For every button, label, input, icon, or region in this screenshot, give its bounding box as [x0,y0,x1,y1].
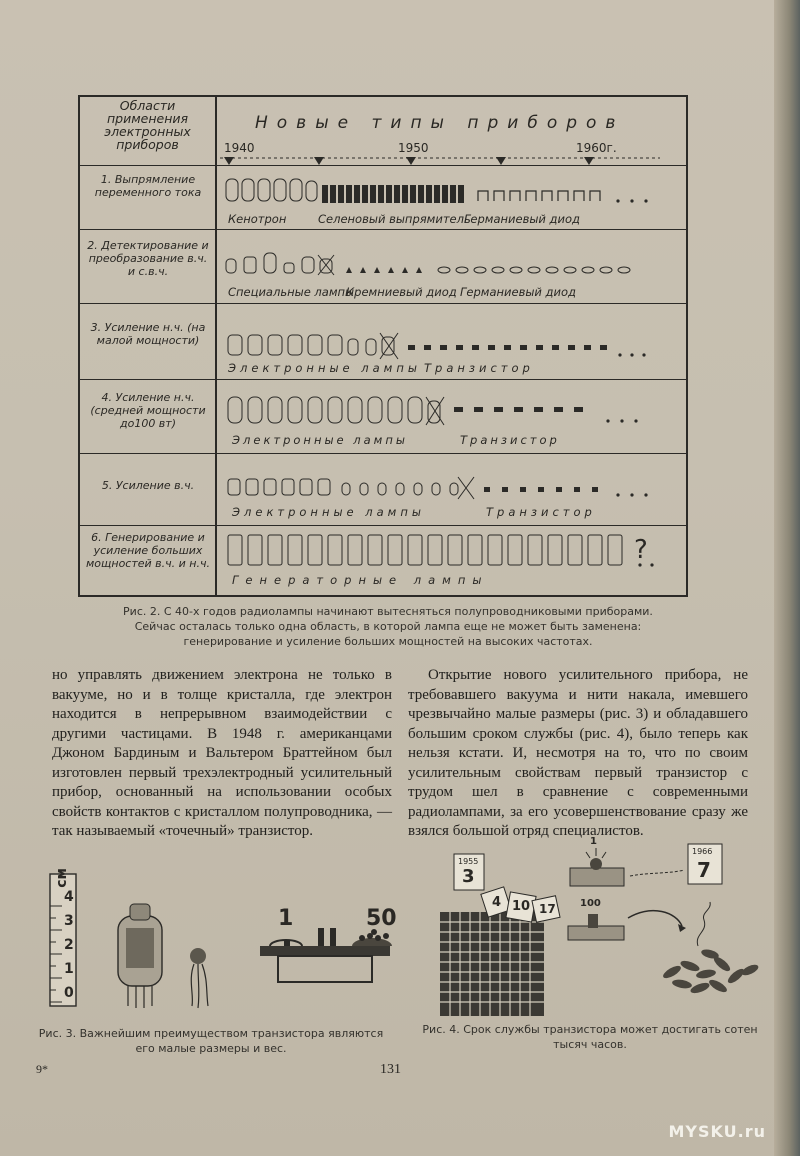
label-germanium-diode: Германиевый диод [464,212,580,226]
watermark: MYSKU.ru [668,1122,766,1141]
year-1950: 1950 [398,141,429,155]
row-category: 6. Генерирование и усиление больших мощностей в.ч. и н.ч. [86,531,210,570]
ruler-unit: см [54,868,70,888]
row-devices [222,393,682,433]
card-10: 10 [512,899,531,914]
signature-mark: 9* [36,1062,48,1076]
figure-3-caption: Рис. 3. Важнейшим преимуществом транзистора являются его малые размеры и вес. [38,1027,384,1055]
row-category: 4. Усиление н.ч. (средней мощности до100 вт) [90,391,206,430]
figure-3-illustration [48,864,418,1012]
figure-4-illustration [432,842,772,1022]
column-header-types: Новые типы приборов [255,113,625,133]
row-category: 1. Выпрямление переменного тока [94,173,202,199]
ruler-mark-4: 4 [64,889,74,905]
row-devices [222,467,682,507]
label-special-lamps: Специальные лампы [228,285,355,299]
scale-weight-right: 50 [366,906,397,931]
label-silicon-diode: Кремниевый диод [346,285,457,299]
row-devices [222,243,682,283]
label-transistor: Транзистор [424,361,534,375]
label-electron-lamps: Электронные лампы [232,433,408,447]
table-header [80,97,686,166]
scale-weight-left: 1 [278,906,294,931]
table-row [80,303,686,380]
count-1: 1 [590,836,597,847]
card-17: 17 [539,902,556,916]
text-column-left: но управлять движением электрона не только в вакууме, но и в толще кристалла, где электрон находится в непрерывном взаимодействии с другими частицами. В 1948 г. американцами Джоном Бардиным и Вальтером Браттейном был изготовлен первый трехэлектродный усилительный прибор, основанный на использовании особых свойств контактов с кристаллом полупроводника, — так называемый «точечный» транзистор. [52,667,392,839]
row-category: 2. Детектирование и преобразование в.ч. и с.в.ч. [87,239,209,278]
label-kenotron: Кенотрон [228,212,287,226]
table-row [80,453,686,526]
column-header-areas: Области применения электронных приборов [104,98,191,152]
calendar-right-year: 1966 [692,847,713,856]
text-column-right: Открытие нового усилительного прибора, не требовавшего вакуума и нити накала, имевшего чрезвычайно малые размеры (рис. 3) и обладавшего большим сроком службы (рис. 4), было теперь как нельзя кстати. И, несмотря на то, что по своим усилительным свойствам первый транзистор с трудом шел в сравнение с современными радиолампами, за его усовершенствование сразу же взялся большой отряд специалистов. [408,667,748,839]
ruler-mark-0: 0 [64,985,74,1001]
table-row [80,379,686,454]
label-transistor: Транзистор [486,505,596,519]
year-1960: 1960г. [576,141,617,155]
label-electron-lamps: Электронные лампы [228,361,421,375]
timeline-markers [220,157,660,165]
label-electron-lamps: Электронные лампы [232,505,425,519]
figure-4-caption: Рис. 4. Срок службы транзистора может достигать сотен тысяч часов. [422,1023,758,1051]
label-selenium: Селеновый выпрямитель [318,212,471,226]
devices-table [78,95,688,597]
table-row [80,165,686,230]
row-devices [222,531,682,571]
year-1940: 1940 [224,141,255,155]
label-germanium-diode: Германиевый диод [460,285,576,299]
calendar-right-day: 7 [697,858,711,882]
row-devices [222,171,682,211]
row-category: 5. Усиление в.ч. [101,479,195,492]
book-spine [774,0,800,1156]
table-row [80,229,686,304]
question-mark: ? [634,535,648,565]
label-generator-lamps: Генераторные лампы [232,573,489,587]
table-row [80,525,686,595]
row-category: 3. Усиление н.ч. (на малой мощности) [90,321,206,347]
label-transistor: Транзистор [460,433,560,447]
calendar-left-day: 3 [462,866,475,887]
ruler-mark-3: 3 [64,913,74,929]
calendar-left-year: 1955 [458,857,479,866]
figure-2-caption: Рис. 2. С 40-х годов радиолампы начинают вытесняться полупроводниковыми приборами. Сейчас осталась только одна область, в которой лампа еще не может быть заменена: генерирование и усиление больших мощностей на высоких частотах. [123,605,653,648]
ruler-mark-1: 1 [64,961,74,977]
card-4: 4 [492,895,502,910]
page-number: 131 [380,1062,401,1077]
ruler-mark-2: 2 [64,937,74,953]
count-100: 100 [580,898,601,909]
